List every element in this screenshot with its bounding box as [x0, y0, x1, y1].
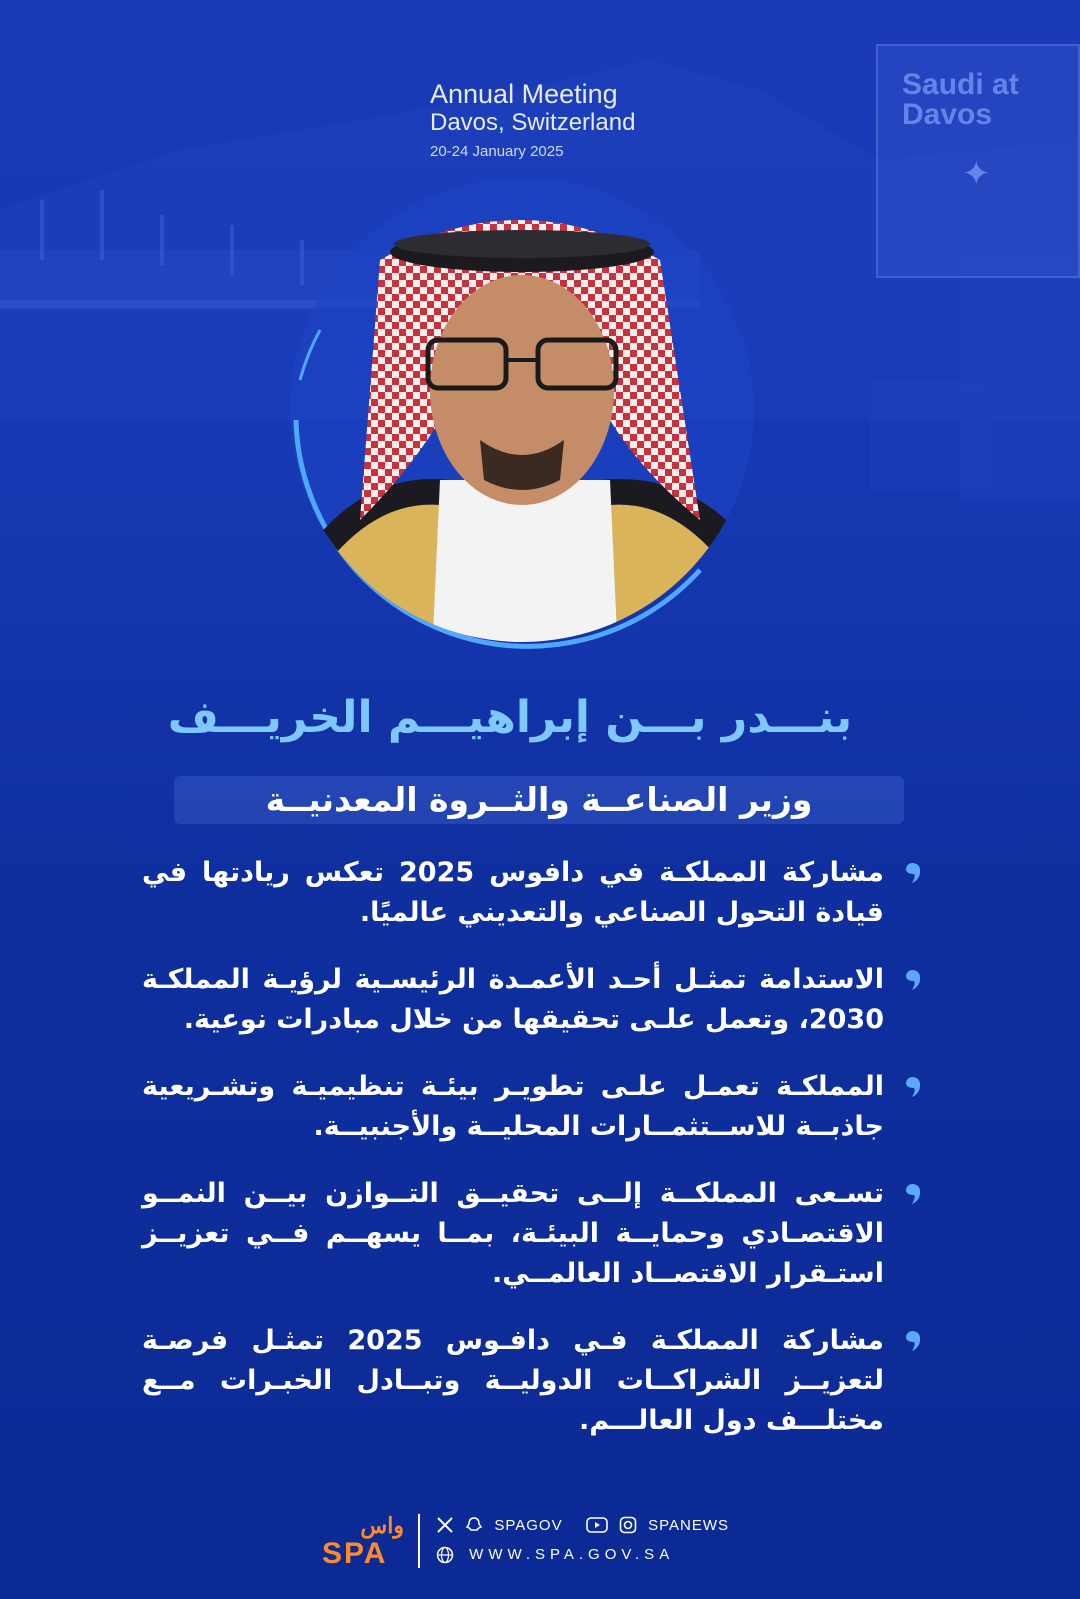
event-dates: 20-24 January 2025: [430, 142, 564, 160]
handle-spagov[interactable]: SPAGOV: [494, 1516, 563, 1534]
snapchat-icon[interactable]: [465, 1516, 483, 1534]
bullet-dot-icon: [904, 1076, 922, 1098]
footer-divider: [418, 1514, 420, 1568]
bullet-text: تسـعى المملكــة إلــى تحقيــق التــوازن بيــن النمــو الاقتصـادي وحمايــة البيئـة، بمــا يسهــم فــي تعزيــز استـقرار الاقتصــاد العالمــي.: [142, 1178, 884, 1289]
bullet-text: المملكـة تعمـل علـى تطويـر بيئـة تنظيميـة وتشـريعية جاذبــة للاســتثمــارات المحليــة والأجنبيــة.: [142, 1071, 884, 1142]
bullet-dot-icon: [904, 1330, 922, 1352]
sign-line-2: Davos: [902, 98, 993, 131]
portrait: [0, 0, 1080, 700]
bullet-item-2: [142, 960, 922, 1040]
person-name: بنـــدر بـــن إبراهيـــم الخريـــف: [167, 692, 853, 743]
bullet-text: مشاركة المملكـة فـي دافـوس 2025 تمثـل فرصـة لتعزيــز الشراكــات الدوليــة وتبــادل الخبـرات مــع مختلـــف دول العالـــم.: [142, 1325, 884, 1436]
bullet-item-5: [142, 1321, 922, 1441]
social-row: [436, 1516, 747, 1540]
handle-spanews[interactable]: SPANEWS: [648, 1516, 730, 1534]
bullet-text: مشاركة المملكـة في دافوس 2025 تعكس ريادتها في قيادة التحول الصناعي والتعديني عالميًا.: [142, 857, 884, 928]
bullet-item-4: [142, 1174, 922, 1294]
x-icon[interactable]: [436, 1516, 454, 1534]
event-name: Annual Meeting: [430, 79, 618, 109]
bullet-item-1: [142, 853, 922, 933]
logo-latin: SPA: [322, 1537, 388, 1570]
logo-arabic: واس: [360, 1513, 404, 1538]
youtube-icon[interactable]: [586, 1516, 608, 1534]
bullet-text: الاستدامة تمثـل أحـد الأعمـدة الرئيسـية لرؤيـة المملكـة 2030، وتعمل علـى تحقيقها من خلال مبادرات نوعية.: [142, 964, 884, 1035]
globe-icon: [436, 1546, 454, 1564]
bullet-list: [142, 853, 922, 1468]
person-title: وزير الصناعــة والثــروة المعدنيــة: [265, 780, 813, 819]
bullet-dot-icon: [904, 862, 922, 884]
bullet-dot-icon: [904, 1183, 922, 1205]
instagram-icon[interactable]: [619, 1516, 637, 1534]
website-link[interactable]: WWW.SPA.GOV.SA: [469, 1546, 675, 1563]
event-location: Davos, Switzerland: [430, 109, 636, 137]
spa-logo: [322, 1512, 404, 1570]
website-row: [436, 1546, 674, 1570]
saudi-emblem-icon: ✦: [962, 154, 991, 194]
sign-line-1: Saudi at: [902, 68, 1019, 101]
bullet-item-3: [142, 1067, 922, 1147]
bullet-dot-icon: [904, 969, 922, 991]
footer: [0, 1500, 1080, 1599]
